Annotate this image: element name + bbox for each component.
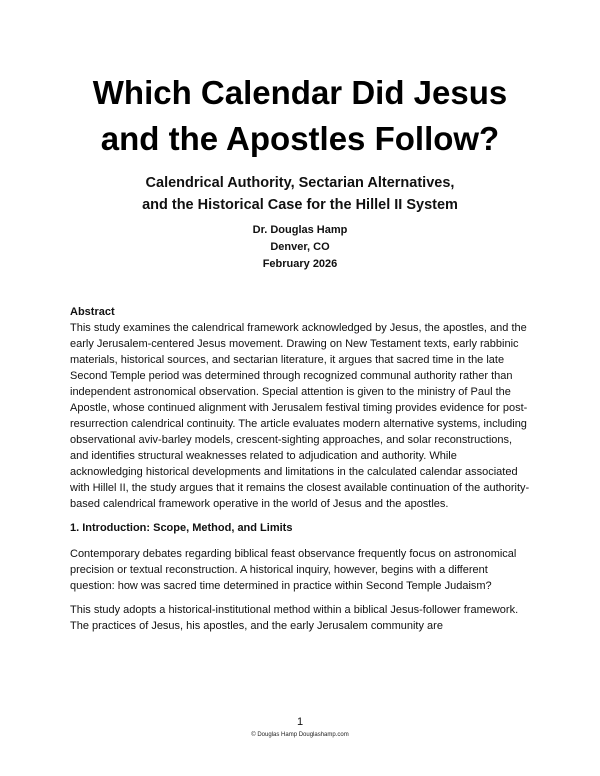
document-title: [0, 70, 600, 162]
section-paragraph-1: Contemporary debates regarding biblical feast observance frequently focus on astronomical precision or textual reconstruction. A historical inquiry, however, begins with a different question: how was sacred time determined in practice within Second Temple Judaism?: [70, 548, 517, 592]
document-date: February 2026: [262, 258, 338, 270]
document-body: [70, 304, 532, 642]
page-number: 1: [296, 716, 304, 728]
author-location: Denver, CO: [270, 241, 330, 253]
author-block: [0, 222, 600, 273]
subtitle-line-2: and the Historical Case for the Hillel II System: [142, 197, 458, 213]
subtitle-line-1: Calendrical Authority, Sectarian Alternatives,: [145, 175, 455, 191]
abstract-heading: Abstract: [70, 306, 115, 318]
copyright-footer: © Douglas Hamp Douglashamp.com: [251, 732, 349, 738]
abstract-text: This study examines the calendrical framework acknowledged by Jesus, the apostles, and the early Jerusalem-centered Jesus movement. Drawing on New Testament texts, early rabbinic materials, historical sources, and sectarian literature, it argues that sacred time in the late Second Temple period was determined through recognized communal authority rather than independent astronomical observation. Special attention is given to the ministry of Paul the Apostle, whose continued alignment with Jerusalem festival timing provides evidence for post-resurrection calendrical continuity. The article evaluates modern alternative systems, including observational aviv-barley models, crescent-sighting approaches, and solar reconstructions, and identifies structural weaknesses related to adjudication and authority. While acknowledging historical developments and limitations in the calculated calendar associated with Hillel II, the study argues that it remains the closest available continuation of the authority-based calendrical framework operative in the world of Jesus and the apostles.: [70, 322, 530, 510]
section-paragraph-2: This study adopts a historical-institutional method within a biblical Jesus-follower framework. The practices of Jesus, his apostles, and the early Jerusalem community are: [70, 604, 519, 632]
title-line-2: and the Apostles Follow?: [100, 120, 500, 157]
title-line-1: Which Calendar Did Jesus: [92, 74, 508, 111]
section-heading: 1. Introduction: Scope, Method, and Limits: [70, 522, 293, 534]
document-subtitle: [0, 172, 600, 216]
author-name: Dr. Douglas Hamp: [252, 224, 348, 236]
